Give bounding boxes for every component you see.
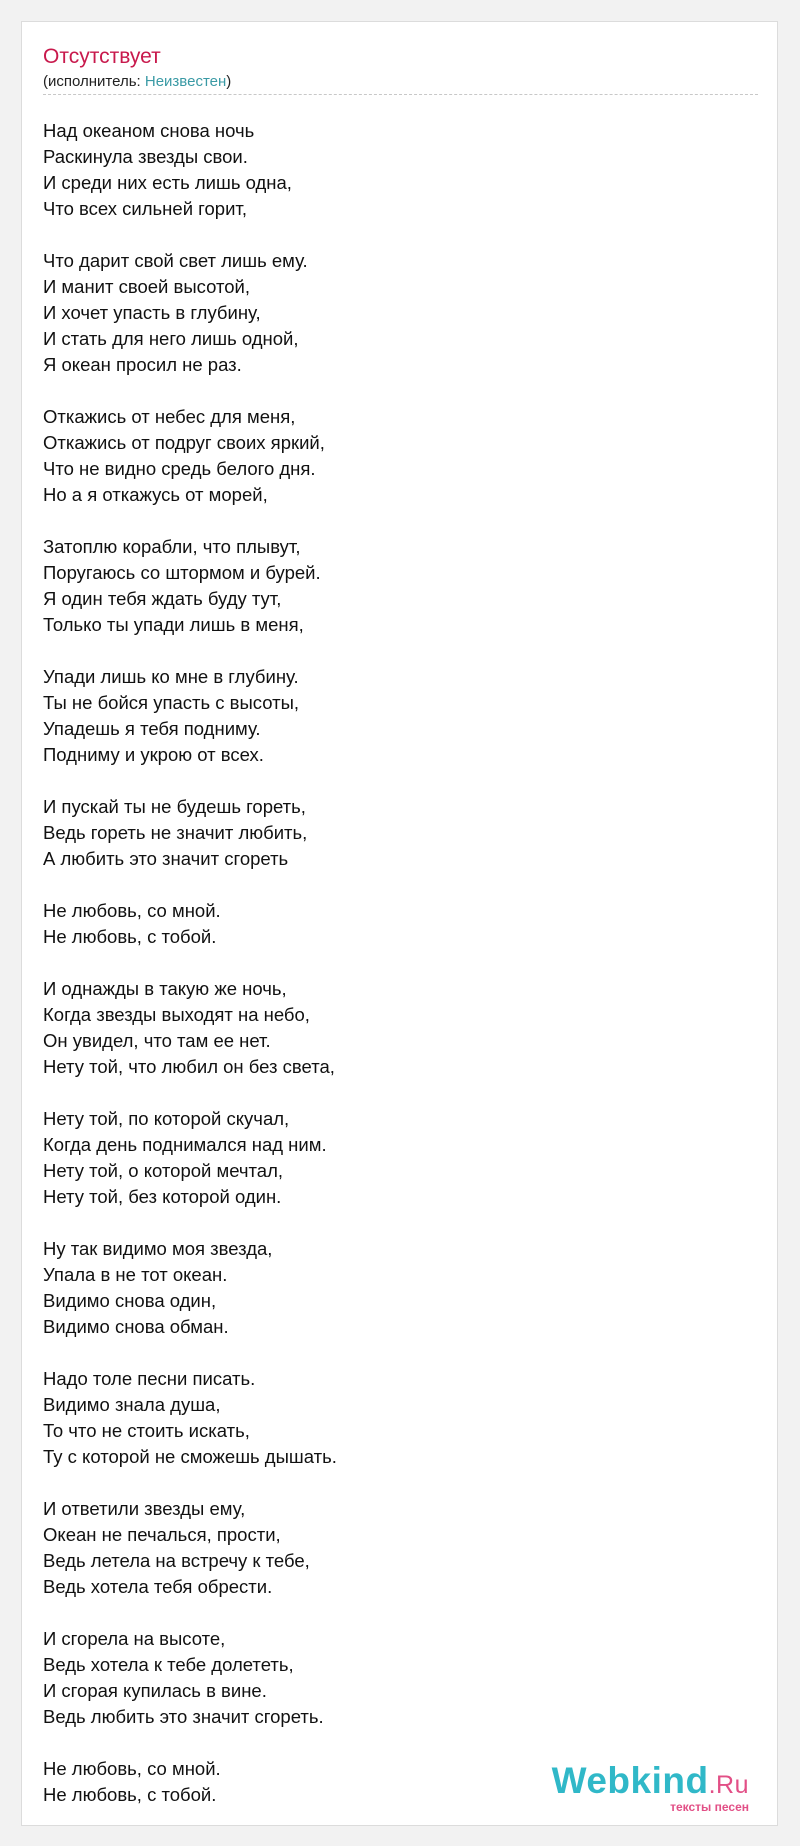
lyric-line: И среди них есть лишь одна, <box>43 172 292 193</box>
stanza <box>43 1496 743 1600</box>
stanza <box>43 898 743 950</box>
lyric-line: Упадешь я тебя подниму. <box>43 718 261 739</box>
lyric-line: Над океаном снова ночь <box>43 120 255 141</box>
stanza <box>43 1366 743 1470</box>
lyric-line: И манит своей высотой, <box>43 276 251 297</box>
lyric-line: Нету той, что любил он без света, <box>43 1056 335 1077</box>
lyric-line: Упала в не тот океан. <box>43 1264 228 1285</box>
artist-prefix: (исполнитель: <box>43 73 145 90</box>
lyric-line: Не любовь, с тобой. <box>43 926 217 947</box>
lyric-line: Затоплю корабли, что плывут, <box>43 536 301 557</box>
lyric-line: И сгорела на высоте, <box>43 1628 226 1649</box>
lyric-line: Когда день поднимался над ним. <box>43 1134 327 1155</box>
lyric-line: Нету той, без которой один. <box>43 1186 282 1207</box>
logo-tld: .Ru <box>708 1771 749 1799</box>
song-title: Отсутствует <box>43 45 161 68</box>
logo-brand: Webkind <box>551 1760 709 1801</box>
lyric-line: Видимо снова один, <box>43 1290 217 1311</box>
stanza <box>43 664 743 768</box>
lyric-line: Когда звезды выходят на небо, <box>43 1004 310 1025</box>
lyric-line: Только ты упади лишь в меня, <box>43 614 304 635</box>
lyric-line: И однажды в такую же ночь, <box>43 978 287 999</box>
site-logo[interactable] <box>551 1760 749 1814</box>
lyric-line: Надо толе песни писать. <box>43 1368 256 1389</box>
lyric-line: Видимо знала душа, <box>43 1394 221 1415</box>
lyric-line: Нету той, по которой скучал, <box>43 1108 290 1129</box>
lyric-line: Ты не бойся упасть с высоты, <box>43 692 300 713</box>
stanza <box>43 976 743 1080</box>
lyric-line: Ведь гореть не значит любить, <box>43 822 308 843</box>
lyric-line: Раскинула звезды свои. <box>43 146 248 167</box>
stanza <box>43 118 743 222</box>
lyric-line: Я океан просил не раз. <box>43 354 242 375</box>
lyric-line: Но а я откажусь от морей, <box>43 484 268 505</box>
lyric-line: Не любовь, со мной. <box>43 900 221 921</box>
lyric-line: Я один тебя ждать буду тут, <box>43 588 282 609</box>
artist-suffix: ) <box>226 73 232 90</box>
lyric-line: Не любовь, со мной. <box>43 1758 221 1779</box>
lyric-line: Что не видно средь белого дня. <box>43 458 316 479</box>
logo-wordmark <box>551 1760 749 1803</box>
lyrics-card <box>21 21 778 1826</box>
lyric-line: И сгорая купилась в вине. <box>43 1680 267 1701</box>
lyric-line: Океан не печалься, прости, <box>43 1524 281 1545</box>
lyric-line: Ведь любить это значит сгореть. <box>43 1706 324 1727</box>
lyric-line: Видимо снова обман. <box>43 1316 229 1337</box>
stanza <box>43 1626 743 1730</box>
stanza <box>43 404 743 508</box>
lyric-line: Ну так видимо моя звезда, <box>43 1238 273 1259</box>
lyric-line: И пускай ты не будешь гореть, <box>43 796 306 817</box>
stanza <box>43 1236 743 1340</box>
lyric-line: Откажись от подруг своих яркий, <box>43 432 325 453</box>
lyric-line: Подниму и укрою от всех. <box>43 744 264 765</box>
lyric-line: А любить это значит сгореть <box>43 848 289 869</box>
lyric-line: И ответили звезды ему, <box>43 1498 246 1519</box>
lyric-line: Упади лишь ко мне в глубину. <box>43 666 299 687</box>
lyric-line: Ту с которой не сможешь дышать. <box>43 1446 337 1467</box>
lyric-line: Ведь летела на встречу к тебе, <box>43 1550 310 1571</box>
logo-tagline: тексты песен <box>670 1800 749 1814</box>
lyric-line: Не любовь, с тобой. <box>43 1784 217 1805</box>
stanza <box>43 534 743 638</box>
stanza <box>43 794 743 872</box>
header-divider <box>43 94 758 95</box>
lyric-line: Он увидел, что там ее нет. <box>43 1030 271 1051</box>
artist-line <box>43 73 231 91</box>
lyric-line: И стать для него лишь одной, <box>43 328 299 349</box>
lyric-line: Что всех сильней горит, <box>43 198 247 219</box>
lyric-line: Поругаюсь со штормом и бурей. <box>43 562 321 583</box>
artist-link[interactable]: Неизвестен <box>144 73 227 90</box>
stanza <box>43 248 743 378</box>
lyric-line: Откажись от небес для меня, <box>43 406 296 427</box>
lyric-line: Что дарит свой свет лишь ему. <box>43 250 308 271</box>
lyric-line: Ведь хотела тебя обрести. <box>43 1576 273 1597</box>
lyric-line: Нету той, о которой мечтал, <box>43 1160 284 1181</box>
lyric-line: Ведь хотела к тебе долететь, <box>43 1654 294 1675</box>
lyric-line: И хочет упасть в глубину, <box>43 302 261 323</box>
lyrics-text <box>43 118 743 1834</box>
lyric-line: То что не стоить искать, <box>43 1420 250 1441</box>
stanza <box>43 1106 743 1210</box>
